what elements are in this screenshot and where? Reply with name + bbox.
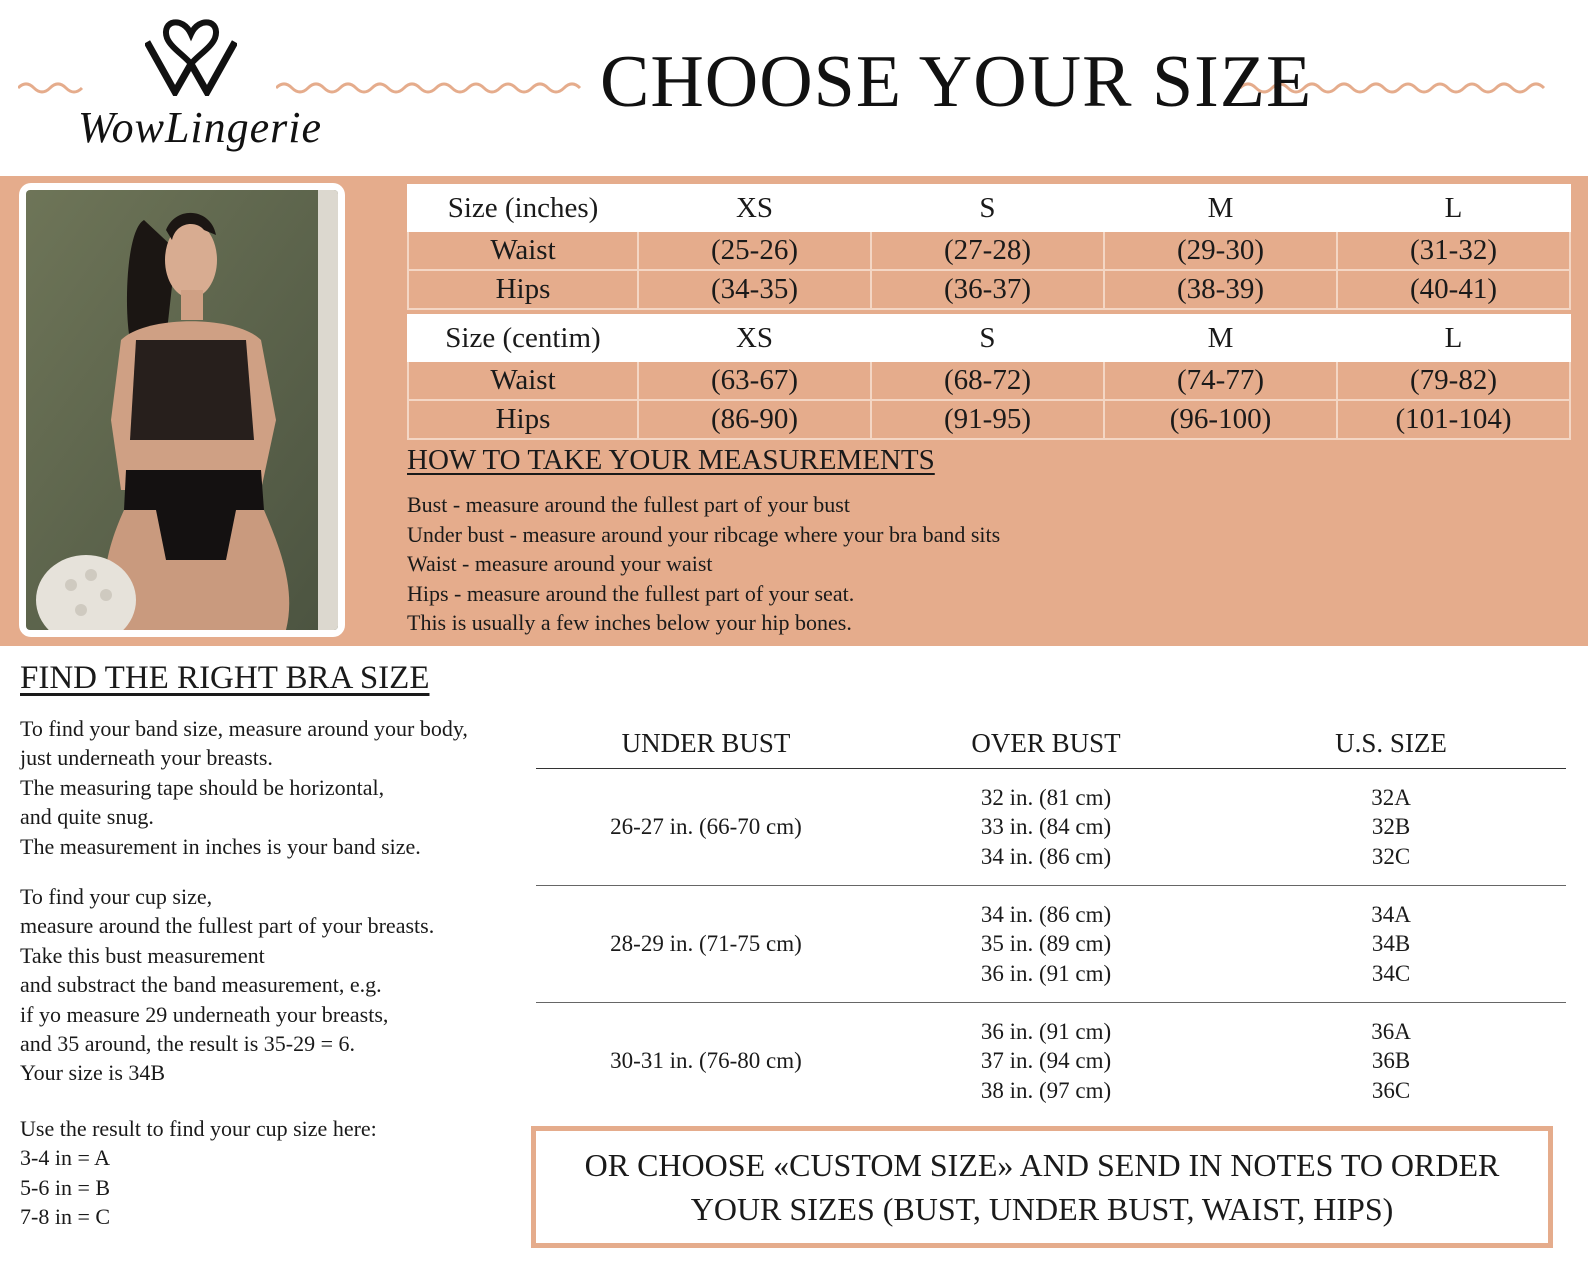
table-cell: (101-104) bbox=[1337, 400, 1570, 439]
text-line: 7-8 in = C bbox=[20, 1204, 111, 1230]
measurements-heading: HOW TO TAKE YOUR MEASUREMENTS bbox=[407, 444, 935, 476]
text-line: and substract the band measurement, e.g. bbox=[20, 972, 382, 998]
table-cell: (68-72) bbox=[871, 361, 1104, 400]
size-s-header: S bbox=[871, 185, 1104, 231]
table-cell: (31-32) bbox=[1337, 231, 1570, 270]
table-cell: (96-100) bbox=[1104, 400, 1337, 439]
over-bust-cell bbox=[876, 783, 1216, 872]
instruction-line: Under bust - measure around your ribcage where your bra band sits bbox=[407, 521, 1001, 547]
table-cell: (40-41) bbox=[1337, 270, 1570, 309]
custom-size-notice bbox=[531, 1126, 1553, 1248]
us-size-value: 32C bbox=[1371, 843, 1411, 869]
text-line: To find your cup size, bbox=[20, 884, 213, 909]
row-label: Hips bbox=[408, 270, 638, 309]
custom-notice-line: YOUR SIZES (BUST, UNDER BUST, WAIST, HIPS) bbox=[690, 1191, 1394, 1227]
inches-waist-row bbox=[408, 231, 1570, 270]
table-cell: (79-82) bbox=[1337, 361, 1570, 400]
text-line: and 35 around, the result is 35-29 = 6. bbox=[20, 1031, 356, 1057]
us-size-cell bbox=[1216, 900, 1566, 989]
over-bust-value: 36 in. (91 cm) bbox=[980, 960, 1112, 986]
under-bust-header: UNDER BUST bbox=[621, 727, 791, 758]
size-l-header: L bbox=[1337, 185, 1570, 231]
over-bust-value: 36 in. (91 cm) bbox=[980, 1018, 1112, 1044]
size-xs-header: XS bbox=[638, 185, 871, 231]
over-bust-value: 33 in. (84 cm) bbox=[980, 814, 1112, 840]
table-cell: (91-95) bbox=[871, 400, 1104, 439]
text-line: The measurement in inches is your band size. bbox=[20, 833, 421, 859]
inches-header-row bbox=[408, 185, 1570, 231]
instruction-line: This is usually a few inches below your hip bones. bbox=[407, 610, 852, 635]
inches-size-table bbox=[407, 184, 1571, 310]
us-size-value: 32A bbox=[1371, 784, 1411, 810]
size-s-header: S bbox=[871, 315, 1104, 361]
center-wave-decoration bbox=[276, 78, 586, 98]
text-line: just underneath your breasts. bbox=[20, 745, 273, 771]
page-title: CHOOSE YOUR SIZE bbox=[600, 41, 1313, 123]
under-bust-cell: 30-31 in. (76-80 cm) bbox=[610, 1048, 802, 1073]
us-size-value: 34B bbox=[1371, 931, 1411, 957]
over-bust-value: 35 in. (89 cm) bbox=[980, 931, 1112, 957]
instruction-line: Waist - measure around your waist bbox=[407, 551, 713, 576]
under-bust-cell: 28-29 in. (71-75 cm) bbox=[610, 931, 802, 956]
size-m-header: M bbox=[1104, 315, 1337, 361]
cm-header-label: Size (centim) bbox=[408, 315, 638, 361]
table-cell: (27-28) bbox=[871, 231, 1104, 270]
cm-hips-row bbox=[408, 400, 1570, 439]
bra-size-heading: FIND THE RIGHT BRA SIZE bbox=[20, 660, 430, 696]
us-size-cell bbox=[1216, 1017, 1566, 1106]
text-line: measure around the fullest part of your breasts. bbox=[20, 913, 435, 939]
table-cell: (63-67) bbox=[638, 361, 871, 400]
under-bust-cell: 26-27 in. (66-70 cm) bbox=[610, 814, 802, 839]
table-row bbox=[536, 769, 1566, 886]
over-bust-value: 32 in. (81 cm) bbox=[980, 784, 1112, 810]
band-size-instructions bbox=[20, 714, 468, 861]
over-bust-value: 34 in. (86 cm) bbox=[980, 901, 1112, 927]
cup-result-legend bbox=[20, 1114, 377, 1232]
over-bust-header: OVER BUST bbox=[971, 727, 1121, 758]
cm-header-row bbox=[408, 315, 1570, 361]
us-size-value: 36C bbox=[1371, 1077, 1411, 1103]
table-row bbox=[536, 886, 1566, 1003]
row-label: Hips bbox=[408, 400, 638, 439]
size-xs-header: XS bbox=[638, 315, 871, 361]
bra-table-header bbox=[536, 718, 1566, 769]
table-cell: (74-77) bbox=[1104, 361, 1337, 400]
custom-notice-line: OR CHOOSE «CUSTOM SIZE» AND SEND IN NOTES TO ORDER bbox=[584, 1147, 1500, 1183]
size-l-header: L bbox=[1337, 315, 1570, 361]
over-bust-value: 38 in. (97 cm) bbox=[980, 1077, 1112, 1103]
table-cell: (29-30) bbox=[1104, 231, 1337, 270]
text-line: and quite snug. bbox=[20, 804, 154, 830]
cm-waist-row bbox=[408, 361, 1570, 400]
brand-name: WowLingerie bbox=[78, 103, 323, 152]
us-size-value: 36B bbox=[1371, 1048, 1411, 1074]
centimeters-size-table bbox=[407, 314, 1571, 440]
heart-v-logo-icon bbox=[145, 12, 237, 96]
text-line: Take this bust measurement bbox=[20, 942, 265, 968]
measurements-instructions bbox=[407, 490, 1000, 638]
model-photo bbox=[26, 190, 338, 630]
table-cell: (36-37) bbox=[871, 270, 1104, 309]
cup-size-instructions bbox=[20, 882, 434, 1088]
text-line: The measuring tape should be horizontal, bbox=[20, 774, 385, 800]
us-size-header: U.S. SIZE bbox=[1335, 727, 1447, 758]
text-line: To find your band size, measure around your body, bbox=[20, 716, 468, 741]
size-m-header: M bbox=[1104, 185, 1337, 231]
text-line: Your size is 34B bbox=[20, 1060, 166, 1086]
bra-size-table bbox=[536, 718, 1566, 1119]
us-size-value: 36A bbox=[1371, 1018, 1411, 1044]
text-line: if yo measure 29 underneath your breasts, bbox=[20, 1001, 389, 1027]
inches-hips-row bbox=[408, 270, 1570, 309]
us-size-value: 34C bbox=[1371, 960, 1411, 986]
us-size-cell bbox=[1216, 783, 1566, 872]
us-size-value: 34A bbox=[1371, 901, 1411, 927]
inches-header-label: Size (inches) bbox=[408, 185, 638, 231]
row-label: Waist bbox=[408, 231, 638, 270]
text-line: 3-4 in = A bbox=[20, 1145, 111, 1171]
over-bust-cell bbox=[876, 900, 1216, 989]
over-bust-value: 34 in. (86 cm) bbox=[980, 843, 1112, 869]
us-size-value: 32B bbox=[1371, 814, 1411, 840]
row-label: Waist bbox=[408, 361, 638, 400]
text-line: 5-6 in = B bbox=[20, 1174, 111, 1200]
text-line: Use the result to find your cup size here: bbox=[20, 1116, 377, 1141]
table-cell: (38-39) bbox=[1104, 270, 1337, 309]
model-photo-frame bbox=[19, 183, 345, 637]
instruction-line: Hips - measure around the fullest part of your seat. bbox=[407, 580, 855, 606]
over-bust-value: 37 in. (94 cm) bbox=[980, 1048, 1112, 1074]
table-cell: (25-26) bbox=[638, 231, 871, 270]
instruction-line: Bust - measure around the fullest part of your bust bbox=[407, 492, 850, 517]
left-wave-decoration bbox=[18, 78, 84, 98]
table-row bbox=[536, 1003, 1566, 1119]
over-bust-cell bbox=[876, 1017, 1216, 1106]
table-cell: (86-90) bbox=[638, 400, 871, 439]
table-cell: (34-35) bbox=[638, 270, 871, 309]
